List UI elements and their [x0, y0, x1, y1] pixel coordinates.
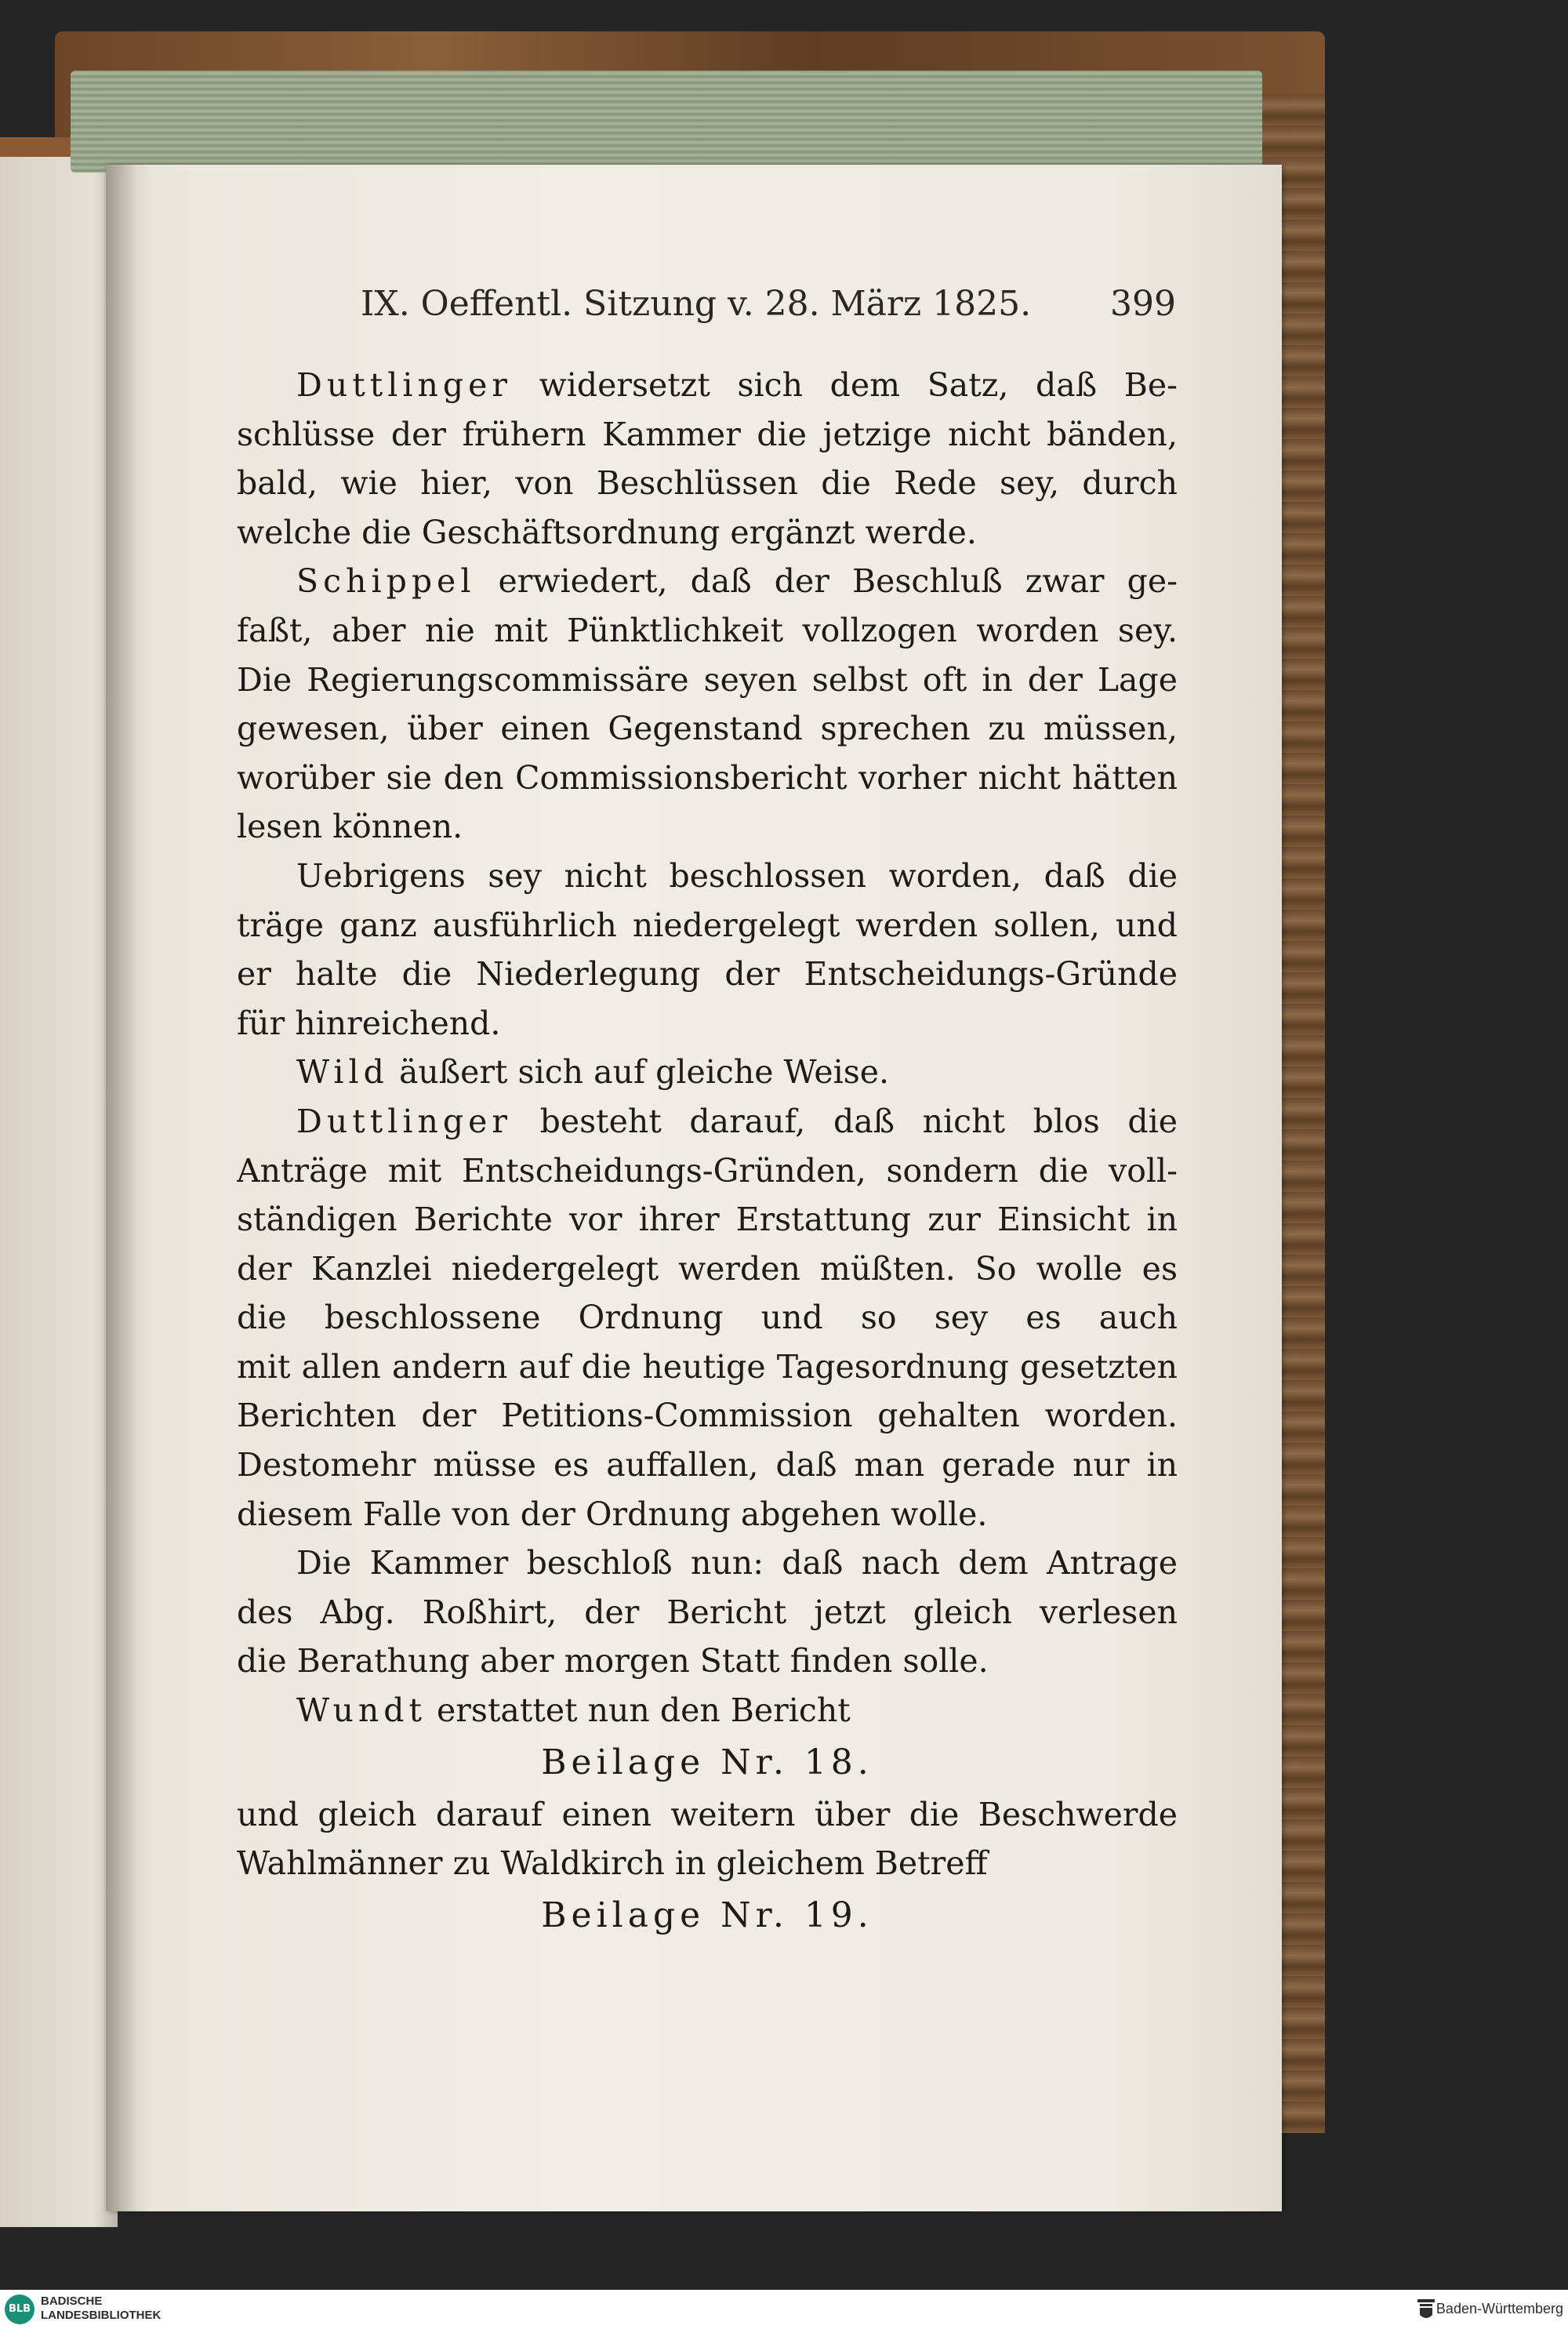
text-line: ständigen Berichte vor ihrer Erstattung zur Einsicht in — [237, 1201, 1178, 1239]
text-line: Die Kammer beschloß nun: daß nach dem Antrage — [296, 1544, 1178, 1582]
text-line: Duttlinger widersetzt sich dem Satz, daß Be- — [296, 366, 1178, 404]
text-line: gewesen, über einen Gegenstand sprechen zu müssen, — [237, 710, 1178, 748]
speaker-name: Schippel — [296, 562, 476, 601]
page-block-edges — [71, 71, 1262, 173]
speaker-name: Duttlinger — [296, 366, 512, 404]
text-line: die beschlossene Ordnung und so sey es auch — [237, 1299, 1178, 1337]
footer-bar — [0, 2290, 1568, 2329]
text-line: worüber sie den Commissionsbericht vorher nicht hätten — [237, 758, 1178, 797]
text-line: Wundt erstattet nun den Bericht — [296, 1691, 851, 1730]
text-line: die Berathung aber morgen Statt finden solle. — [237, 1642, 989, 1680]
text-line: Schippel erwiedert, daß der Beschluß zwar ge- — [296, 562, 1178, 601]
text-line: Anträge mit Entscheidungs-Gründen, sondern die voll- — [237, 1151, 1178, 1190]
baden-wuerttemberg-crest-icon — [1416, 2298, 1436, 2321]
text-line: Uebrigens sey nicht beschlossen worden, daß die — [296, 856, 1178, 895]
state-name[interactable]: Baden-Württemberg — [1436, 2301, 1563, 2316]
blb-logo-icon[interactable]: BLB — [5, 2294, 34, 2324]
text-line: er halte die Niederlegung der Entscheidungs-Gründe — [237, 955, 1178, 994]
text-line: Die Regierungscommissäre seyen selbst oft in der Lage — [237, 660, 1178, 699]
text-line: faßt, aber nie mit Pünktlichkeit vollzogen worden sey. — [237, 611, 1178, 649]
speaker-name: Wundt — [296, 1691, 427, 1730]
body-text — [237, 361, 1178, 1943]
appendix-heading: Beilage Nr. 18. — [541, 1742, 873, 1782]
text-line: Destomehr müsse es auffallen, daß man gerade nur in — [237, 1446, 1178, 1484]
text-line: lesen können. — [237, 808, 463, 846]
running-title: IX. Oeffentl. Sitzung v. 28. März 1825. — [361, 284, 1032, 324]
library-name[interactable]: BADISCHE LANDESBIBLIOTHEK — [41, 2294, 162, 2322]
text-line: bald, wie hier, von Beschlüssen die Rede sey, durch — [237, 464, 1178, 503]
text-line: welche die Geschäftsordnung ergänzt werde. — [237, 513, 977, 551]
text-line: Wahlmänner zu Waldkirch in gleichem Betreff — [237, 1844, 988, 1883]
text-line: des Abg. Roßhirt, der Bericht jetzt gleich verlesen — [237, 1593, 1178, 1631]
text-line: träge ganz ausführlich niedergelegt werden sollen, und — [237, 906, 1178, 944]
text-line: und gleich darauf einen weitern über die Beschwerde — [237, 1795, 1178, 1833]
text-line: Duttlinger besteht darauf, daß nicht blos die — [296, 1102, 1178, 1140]
text-line: schlüsse der frühern Kammer die jetzige nicht bänden, — [237, 415, 1178, 453]
speaker-name: Duttlinger — [296, 1102, 512, 1140]
gutter-shadow — [106, 165, 137, 2211]
speaker-name: Wild — [296, 1053, 389, 1092]
text-line: Wild äußert sich auf gleiche Weise. — [296, 1053, 890, 1092]
appendix-heading: Beilage Nr. 19. — [541, 1895, 873, 1935]
text-line: Berichten der Petitions-Commission gehalten worden. — [237, 1397, 1178, 1435]
text-line: der Kanzlei niedergelegt werden müßten. So wolle es — [237, 1249, 1178, 1288]
text-line: diesem Falle von der Ordnung abgehen wolle. — [237, 1495, 988, 1533]
text-line: für hinreichend. — [237, 1004, 501, 1042]
text-line: mit allen andern auf die heutige Tagesordnung gesetzten — [237, 1347, 1178, 1386]
left-page-sliver — [0, 157, 118, 2227]
page-number: 399 — [1110, 284, 1176, 324]
